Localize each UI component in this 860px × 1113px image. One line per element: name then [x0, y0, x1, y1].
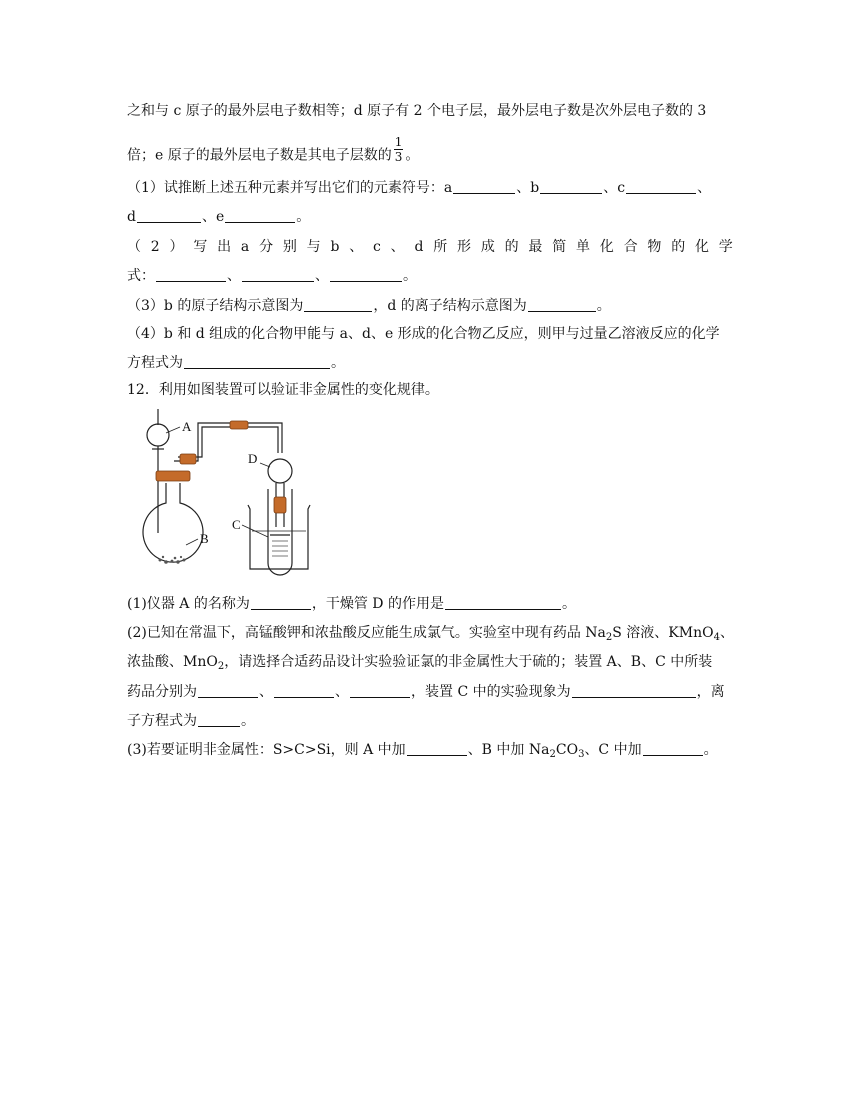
part2-char: 写: [193, 239, 208, 255]
delivery-tube: [178, 427, 278, 457]
answer-blank[interactable]: [330, 266, 402, 282]
part2-char: 、: [390, 239, 405, 255]
q11-part3: （3）b 的原子结构示意图为 ，d 的离子结构示意图为 。: [127, 298, 611, 314]
stopper-test-tube: [274, 497, 286, 513]
answer-blank[interactable]: [242, 266, 314, 282]
drying-tube-d: [268, 459, 292, 483]
part2-char: 2: [150, 239, 160, 255]
q12-sub2-line2: 浓盐酸、MnO$_2$，请选择合适药品设计实验验证氯的非金属性大于硫的；装置 A、B、C 中所装: [127, 654, 713, 672]
q11-part1-cont: d 、e 。: [127, 209, 311, 225]
q12-sub2-line4: 子方程式为 。: [127, 713, 255, 729]
answer-blank[interactable]: [137, 207, 201, 223]
part2-char: ）: [169, 239, 184, 255]
q11-part4: （4）b 和 d 组成的化合物甲能与 a、d、e 形成的化合物乙反应，则甲与过量乙溶液反应的化学: [127, 326, 720, 342]
q12-sub3: (3)若要证明非金属性：S>C>Si，则 A 中加 、B 中加 $Na_2CO_3$、C 中加 。: [127, 742, 718, 760]
part2-char: 化: [599, 239, 614, 255]
part2-char: c: [373, 239, 381, 255]
q12-sub2-line1: (2)已知在常温下，高锰酸钾和浓盐酸反应能生成氯气。实验室中现有药品 $Na_2S$ 溶液、KMnO$_4$、: [127, 625, 734, 643]
label-a: A: [182, 419, 192, 434]
part2-char: 的: [671, 239, 686, 255]
joint-1: [180, 454, 196, 464]
answer-blank[interactable]: [304, 296, 372, 312]
answer-blank[interactable]: [643, 740, 703, 756]
joint-2: [230, 421, 248, 429]
part2-char: 所: [433, 239, 448, 255]
q11-part2-cont: 式： 、 、 。: [127, 268, 417, 284]
part2-char: 出: [217, 239, 232, 255]
label-b: B: [200, 531, 209, 546]
flask-b: [143, 483, 203, 562]
q12-title: 12．利用如图装置可以验证非金属性的变化规律。: [127, 382, 439, 398]
q11-part2: [127, 237, 733, 257]
part2-char: 学: [718, 239, 733, 255]
q11-part1: （1）试推断上述五种元素并写出它们的元素符号：a 、b 、c 、: [127, 180, 712, 196]
q12-sub1: (1)仪器 A 的名称为 ，干燥管 D 的作用是 。: [127, 596, 576, 612]
stopper-flask: [156, 471, 190, 481]
answer-blank[interactable]: [528, 296, 596, 312]
apparatus-figure: [130, 405, 330, 580]
part2-char: （: [127, 239, 141, 255]
part2-char: 最: [528, 239, 543, 255]
answer-blank[interactable]: [445, 594, 561, 610]
part2-char: 简: [552, 239, 567, 255]
answer-blank[interactable]: [350, 682, 410, 698]
q11-line1: 之和与 c 原子的最外层电子数相等；d 原子有 2 个电子层，最外层电子数是次外层电子数的 3: [127, 103, 707, 119]
part2-char: 的: [504, 239, 519, 255]
part2-char: 、: [349, 239, 364, 255]
answer-blank[interactable]: [274, 682, 334, 698]
part2-char: a: [240, 239, 250, 255]
part2-char: 单: [576, 239, 590, 255]
answer-blank[interactable]: [184, 353, 330, 369]
part2-char: 物: [647, 239, 662, 255]
q12-sub2-line3: 药品分别为 、 、 ，装置 C 中的实验现象为 ，离: [127, 684, 725, 700]
part2-char: d: [414, 239, 424, 255]
label-d: D: [248, 451, 258, 466]
q11-line2: 倍；e 原子的最外层电子数是其电子层数的 $\frac{1}{3}$ 。: [127, 135, 420, 164]
part2-char: 形: [457, 239, 472, 255]
answer-blank[interactable]: [407, 740, 467, 756]
answer-blank[interactable]: [626, 178, 696, 194]
answer-blank[interactable]: [156, 266, 226, 282]
label-c: C: [232, 517, 241, 532]
answer-blank[interactable]: [251, 594, 311, 610]
beaker-c: [248, 505, 310, 569]
answer-blank[interactable]: [453, 178, 515, 194]
answer-blank[interactable]: [198, 711, 240, 727]
answer-blank[interactable]: [198, 682, 258, 698]
fraction-one-third: $\frac{1}{3}$: [394, 135, 403, 164]
answer-blank[interactable]: [225, 207, 295, 223]
answer-blank[interactable]: [572, 682, 696, 698]
part2-char: b: [330, 239, 340, 255]
part2-char: 与: [306, 239, 321, 255]
part2-char: 合: [623, 239, 638, 255]
part2-char: 别: [282, 239, 297, 255]
part2-char: 成: [480, 239, 495, 255]
q11-part4-cont: 方程式为 。: [127, 355, 345, 371]
part2-char: 分: [259, 239, 274, 255]
answer-blank[interactable]: [540, 178, 602, 194]
funnel-a: [147, 424, 169, 446]
part2-char: 化: [694, 239, 709, 255]
